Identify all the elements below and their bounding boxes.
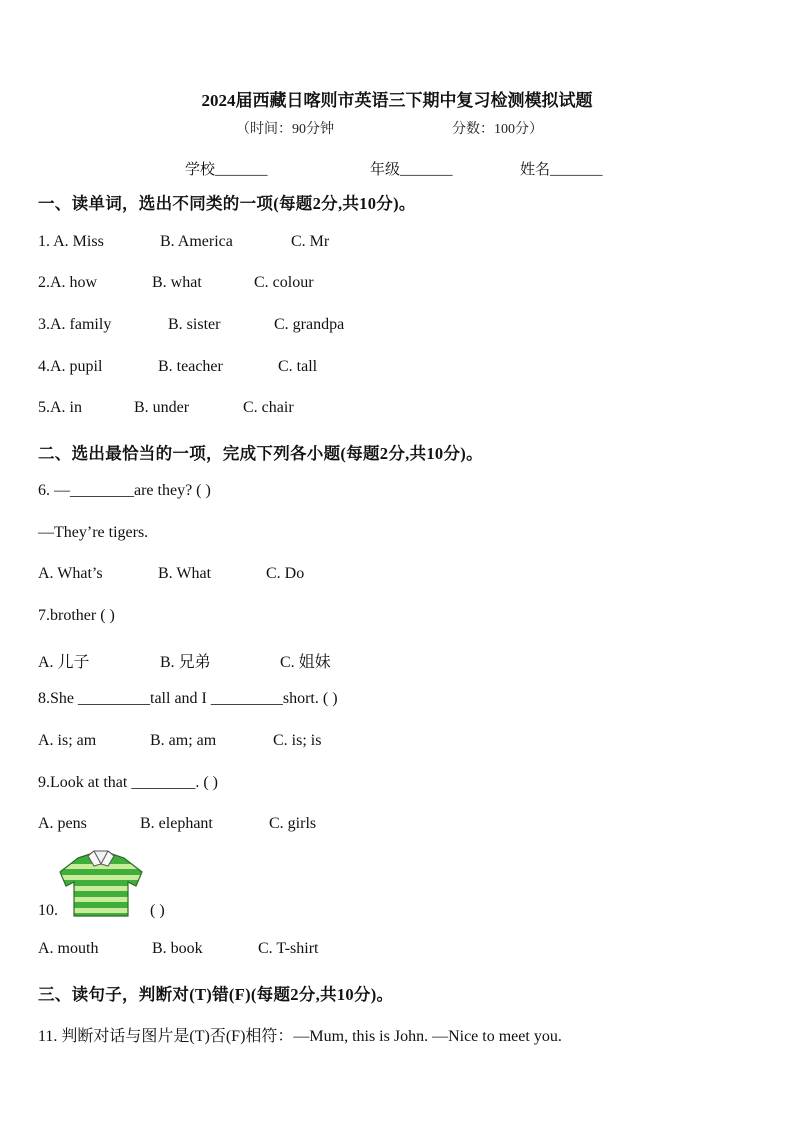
q10-option-c: C. T-shirt xyxy=(258,940,319,957)
q2-option-c: C. colour xyxy=(254,274,314,291)
q1-option-b: B. America xyxy=(160,233,233,250)
q3-option-a: 3.A. family xyxy=(38,316,112,333)
q4-option-a: 4.A. pupil xyxy=(38,358,103,375)
q7-option-b: B. 兄弟 xyxy=(160,654,211,671)
exam-score: 分数：100分） xyxy=(452,122,543,137)
q2-option-a: 2.A. how xyxy=(38,274,98,291)
q10-answer-paren: ( ) xyxy=(150,902,165,919)
q6-option-c: C. Do xyxy=(266,565,305,582)
q5-option-c: C. chair xyxy=(243,399,294,416)
q4-option-c: C. tall xyxy=(278,358,318,375)
section-heading-3: 三、读句子，判断对(T)错(F)(每题2分,共10分)。 xyxy=(38,985,394,1004)
q9-option-c: C. girls xyxy=(269,815,317,832)
q5-option-b: B. under xyxy=(134,399,190,416)
grade-field[interactable]: 年级_______ xyxy=(370,162,453,178)
question-3 xyxy=(38,316,738,338)
q9-stem: 9.Look at that ________. ( ) xyxy=(38,774,218,791)
q11-stem: 11. 判断对话与图片是(T)否(F)相符：—Mum, this is John. —Nice to meet you. xyxy=(38,1028,562,1045)
exam-title: 2024届西藏日喀则市英语三下期中复习检测模拟试题 xyxy=(201,91,593,110)
q7-option-a: A. 儿子 xyxy=(38,654,90,671)
q8-option-c: C. is; is xyxy=(273,732,322,749)
q10-option-a: A. mouth xyxy=(38,940,99,957)
school-field[interactable]: 学校_______ xyxy=(185,162,268,178)
q8-options xyxy=(38,732,738,754)
q9-options xyxy=(38,815,738,837)
q7-stem: 7.brother ( ) xyxy=(38,607,115,624)
q10-number: 10. xyxy=(38,902,58,919)
q3-option-b: B. sister xyxy=(168,316,221,333)
q8-option-a: A. is; am xyxy=(38,732,97,749)
q4-option-b: B. teacher xyxy=(158,358,223,375)
q6-option-a: A. What’s xyxy=(38,565,103,582)
q8-stem: 8.She _________tall and I _________short. ( ) xyxy=(38,690,338,707)
q1-option-a: 1. A. Miss xyxy=(38,233,104,250)
q6-reply: —They’re tigers. xyxy=(38,524,149,541)
q3-option-c: C. grandpa xyxy=(274,316,345,333)
q10-option-b: B. book xyxy=(152,940,203,957)
question-5 xyxy=(38,399,738,421)
q5-option-a: 5.A. in xyxy=(38,399,82,416)
section-heading-2: 二、选出最恰当的一项，完成下列各小题(每题2分,共10分)。 xyxy=(38,444,483,463)
name-field[interactable]: 姓名_______ xyxy=(520,162,603,178)
q9-option-b: B. elephant xyxy=(140,815,213,832)
section-heading-1: 一、读单词，选出不同类的一项(每题2分,共10分)。 xyxy=(38,194,416,213)
q7-option-c: C. 姐妹 xyxy=(280,654,331,671)
q6-stem: 6. —________are they? ( ) xyxy=(38,482,211,499)
q1-option-c: C. Mr xyxy=(291,233,330,250)
question-2 xyxy=(38,274,738,296)
q2-option-b: B. what xyxy=(152,274,202,291)
q10-options xyxy=(38,940,738,962)
green-striped-tshirt-icon xyxy=(58,850,144,920)
exam-time: （时间：90分钟 xyxy=(236,122,334,137)
question-1 xyxy=(38,233,738,255)
q8-option-b: B. am; am xyxy=(150,732,217,749)
q9-option-a: A. pens xyxy=(38,815,87,832)
q7-options xyxy=(38,649,738,671)
q6-options xyxy=(38,565,738,587)
question-4 xyxy=(38,358,738,380)
q6-option-b: B. What xyxy=(158,565,212,582)
